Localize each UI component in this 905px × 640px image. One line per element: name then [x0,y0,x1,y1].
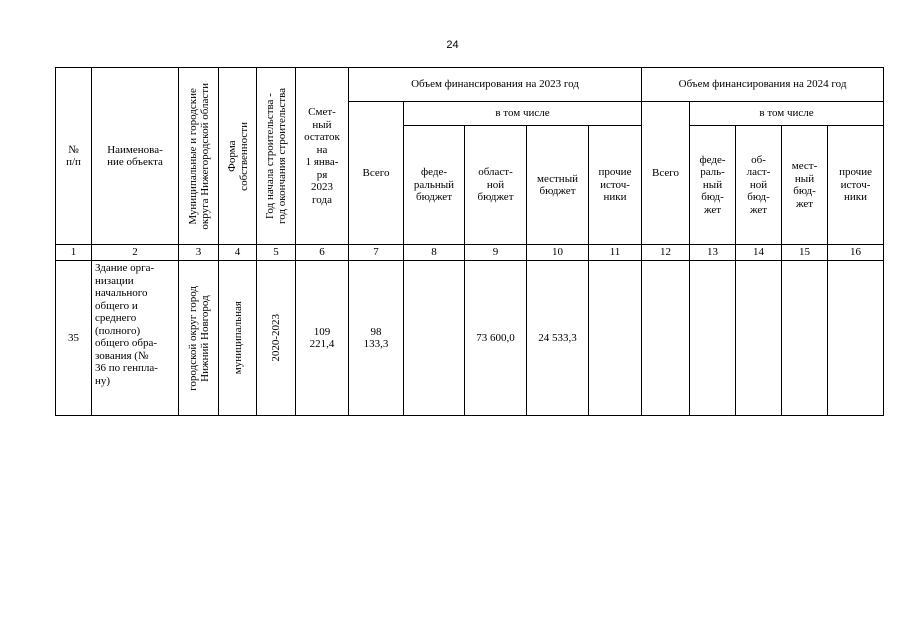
column-number: 7 [349,245,404,261]
row-object-name: Здание орга- низации начального общего и среднего (полного) общего обра- зования (№ 36 по генпла- ну) [92,261,179,416]
header-total-2023: Всего [349,102,404,245]
table-row [56,261,884,416]
row-estimate: 109 221,4 [296,261,349,416]
header-okrug [179,68,219,245]
row-ownership [219,261,257,416]
header-loc-2023: местный бюджет [527,126,589,245]
header-years [257,68,296,245]
row-okrug [179,261,219,416]
row-loc-2023: 24 533,3 [527,261,589,416]
column-number: 4 [219,245,257,261]
header-group-2024: Объем финансирования на 2024 год [642,68,884,102]
column-number: 8 [404,245,465,261]
column-number: 14 [736,245,782,261]
header-incl-2023: в том числе [404,102,642,126]
financing-table [55,67,884,416]
column-number: 5 [257,245,296,261]
row-ownership-text: муниципальная [231,301,244,375]
header-loc-2024: мест- ный бюд- жет [782,126,828,245]
page-number: 24 [446,39,459,51]
column-number: 15 [782,245,828,261]
header-incl-2024: в том числе [690,102,884,126]
row-oth-2023 [589,261,642,416]
column-number: 3 [179,245,219,261]
row-years [257,261,296,416]
row-years-text: 2020-2023 [270,314,282,362]
row-oth-2024 [828,261,884,416]
header-oth-2023: прочие источ- ники [589,126,642,245]
column-number: 13 [690,245,736,261]
column-number: 16 [828,245,884,261]
header-ownership [219,68,257,245]
header-total-2024: Всего [642,102,690,245]
column-number: 9 [465,245,527,261]
header-group-2023: Объем финансирования на 2023 год [349,68,642,102]
header-reg-2023: област- ной бюджет [465,126,527,245]
column-number: 10 [527,245,589,261]
row-fed-2024 [690,261,736,416]
header-fed-2024: феде- раль- ный бюд- жет [690,126,736,245]
row-reg-2024 [736,261,782,416]
column-number: 1 [56,245,92,261]
row-reg-2023: 73 600,0 [465,261,527,416]
column-number: 11 [589,245,642,261]
column-number-row [56,245,884,261]
header-oth-2024: прочие источ- ники [828,126,884,245]
row-okrug-text: городской округ город Нижний Новгород [186,285,211,391]
row-total-2023: 98 133,3 [349,261,404,416]
header-object-name: Наименова- ние объекта [92,68,179,245]
header-years-text: Год начала строительства - год окончания строительства [264,88,288,224]
row-loc-2024 [782,261,828,416]
row-fed-2023 [404,261,465,416]
header-fed-2023: феде- ральный бюджет [404,126,465,245]
header-ownership-text: Форма собственности [225,121,250,191]
column-number: 2 [92,245,179,261]
column-number: 12 [642,245,690,261]
column-number: 6 [296,245,349,261]
header-estimate: Смет- ный остаток на 1 янва- ря 2023 года [296,68,349,245]
row-num: 35 [56,261,92,416]
header-okrug-text: Муниципальные и городские округа Нижегородской области [186,82,211,230]
row-total-2024 [642,261,690,416]
header-num: № п/п [56,68,92,245]
header-reg-2024: об- ласт- ной бюд- жет [736,126,782,245]
